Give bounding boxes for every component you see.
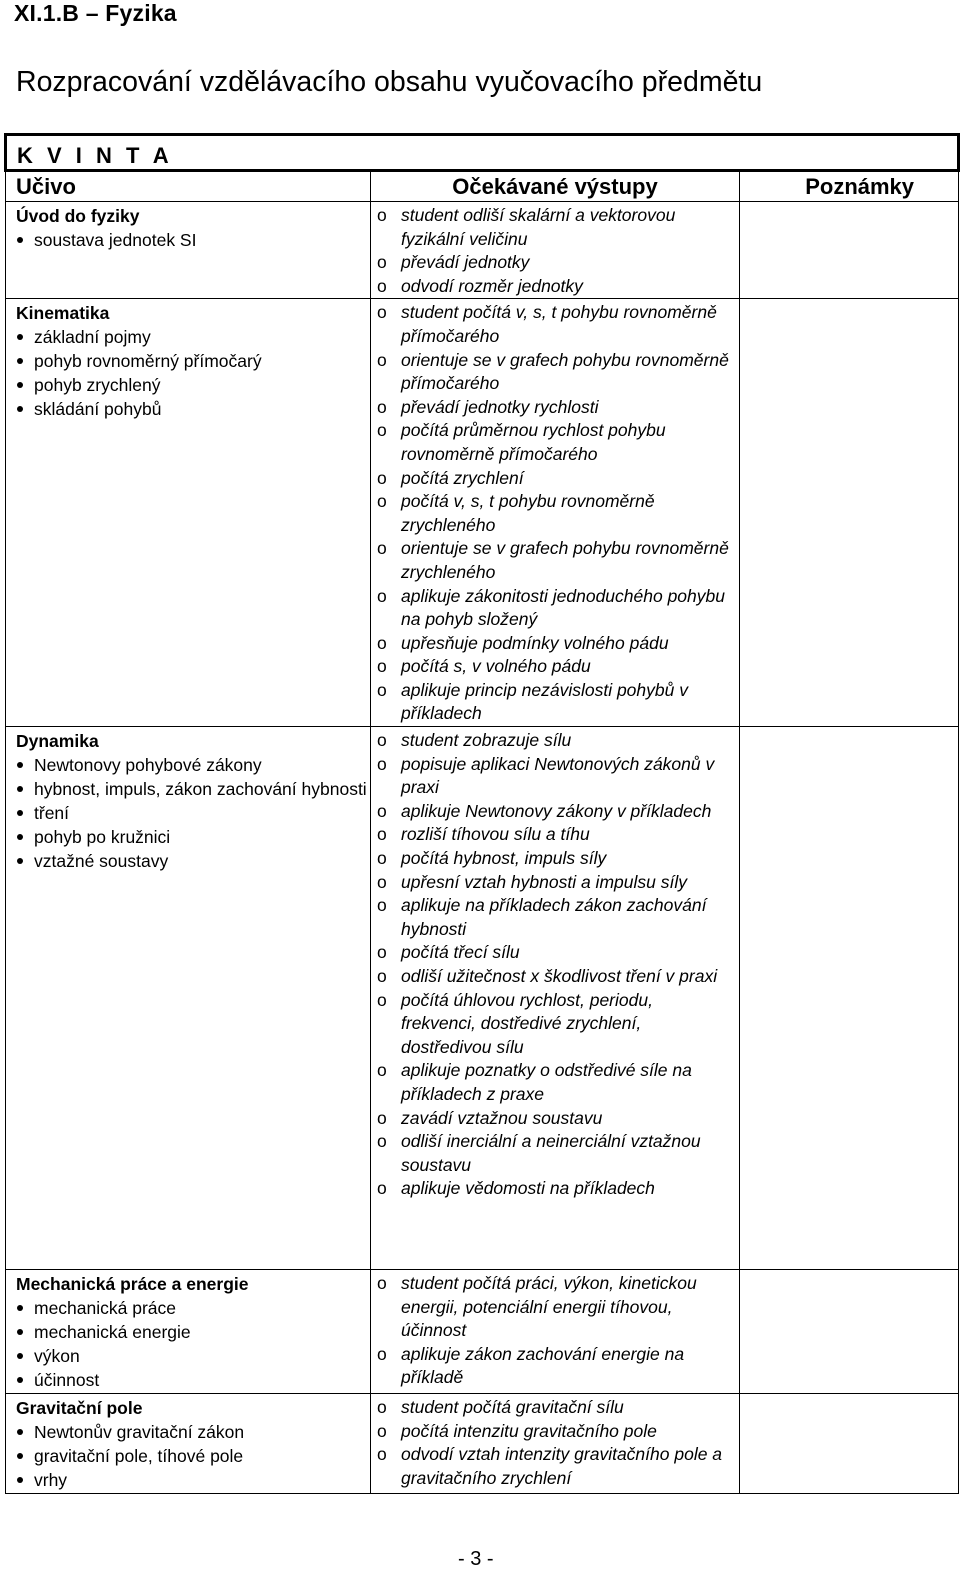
topic-item: soustava jednotek SI [16, 228, 370, 252]
topic-item: základní pojmy [16, 325, 370, 349]
outcome-list [377, 729, 739, 1201]
page-number: - 3 - [458, 1548, 494, 1570]
topic-item: mechanická práce [16, 1296, 370, 1320]
topic-list [16, 1296, 370, 1392]
column-header-outcomes: Očekávané výstupy [371, 171, 740, 202]
topic-item: vrhy [16, 1468, 370, 1492]
topic-list [16, 325, 370, 421]
outcome-item: o počítá třecí sílu [377, 941, 739, 965]
outcome-item: o počítá v, s, t pohybu rovnoměrně zrychleného [377, 490, 739, 537]
topic-item: Newtonův gravitační zákon [16, 1420, 370, 1444]
document-heading: XI.1.B – Fyzika [14, 0, 177, 26]
topic-item: účinnost [16, 1368, 370, 1392]
outcome-item: o odliší inerciální a neinerciální vztažnou soustavu [377, 1130, 739, 1177]
section-title: Mechanická práce a energie [16, 1274, 249, 1295]
outcome-list [377, 204, 739, 298]
topic-list [16, 753, 370, 873]
outcome-list [377, 1396, 739, 1490]
outcome-item: o aplikuje vědomosti na příkladech [377, 1177, 739, 1201]
section-title: Dynamika [16, 731, 99, 752]
outcome-list [377, 1272, 739, 1390]
outcome-item: o orientuje se v grafech pohybu rovnoměrně přímočarého [377, 349, 739, 396]
outcome-item: o student zobrazuje sílu [377, 729, 739, 753]
topic-item: vztažné soustavy [16, 849, 370, 873]
section-content [6, 202, 371, 299]
section-notes [740, 1270, 959, 1394]
outcome-item: o počítá s, v volného pádu [377, 655, 739, 679]
section-row-prace-energie [6, 1270, 959, 1394]
grade-label: K V I N T A [6, 135, 959, 171]
section-title: Gravitační pole [16, 1398, 143, 1419]
topic-list [16, 228, 370, 252]
outcome-item: o počítá intenzitu gravitačního pole [377, 1420, 739, 1444]
outcome-item: o počítá úhlovou rychlost, periodu, frekvenci, dostředivé zrychlení, dostředivou sílu [377, 989, 739, 1060]
outcome-item: o počítá zrychlení [377, 467, 739, 491]
outcome-item: o student odliší skalární a vektorovou fyzikální veličinu [377, 204, 739, 251]
section-content [6, 1270, 371, 1394]
topic-item: skládání pohybů [16, 397, 370, 421]
outcome-list [377, 301, 739, 726]
section-outcomes [371, 1270, 740, 1394]
outcome-item: o počítá průměrnou rychlost pohybu rovnoměrně přímočarého [377, 419, 739, 466]
outcome-item: o student počítá práci, výkon, kinetickou energii, potenciální energii tíhovou, účinnost [377, 1272, 739, 1343]
outcome-item: o student počítá v, s, t pohybu rovnoměrně přímočarého [377, 301, 739, 348]
topic-item: gravitační pole, tíhové pole [16, 1444, 370, 1468]
outcome-item: o zavádí vztažnou soustavu [377, 1107, 739, 1131]
outcome-item: o orientuje se v grafech pohybu rovnoměrně zrychleného [377, 537, 739, 584]
outcome-item: o odliší užitečnost x škodlivost tření v praxi [377, 965, 739, 989]
outcome-item: o odvodí vztah intenzity gravitačního pole a gravitačního zrychlení [377, 1443, 739, 1490]
topic-list [16, 1420, 370, 1492]
section-notes [740, 202, 959, 299]
topic-item: pohyb rovnoměrný přímočarý [16, 349, 370, 373]
section-outcomes [371, 1394, 740, 1494]
topic-item: výkon [16, 1344, 370, 1368]
outcome-item: o student počítá gravitační sílu [377, 1396, 739, 1420]
outcome-item: o odvodí rozměr jednotky [377, 275, 739, 299]
section-title: Kinematika [16, 303, 110, 324]
topic-item: mechanická energie [16, 1320, 370, 1344]
section-notes [740, 727, 959, 1270]
column-header-content: Učivo [6, 171, 371, 202]
section-notes [740, 299, 959, 727]
topic-item: pohyb po kružnici [16, 825, 370, 849]
outcome-item: o počítá hybnost, impuls síly [377, 847, 739, 871]
section-title: Úvod do fyziky [16, 206, 140, 226]
section-row-kinematika [6, 299, 959, 727]
outcome-item: o rozliší tíhovou sílu a tíhu [377, 823, 739, 847]
outcome-item: o upřesňuje podmínky volného pádu [377, 632, 739, 656]
topic-item: hybnost, impuls, zákon zachování hybnosti [16, 777, 370, 801]
section-outcomes [371, 727, 740, 1270]
section-outcomes [371, 202, 740, 299]
outcome-item: o upřesní vztah hybnosti a impulsu síly [377, 871, 739, 895]
outcome-item: o aplikuje zákonitosti jednoduchého pohybu na pohyb složený [377, 585, 739, 632]
outcome-item: o převádí jednotky [377, 251, 739, 275]
section-content [6, 1394, 371, 1494]
column-header-row [6, 171, 959, 202]
outcome-item: o aplikuje zákon zachování energie na příkladě [377, 1343, 739, 1390]
grade-row [6, 135, 959, 171]
column-header-notes: Poznámky [740, 171, 959, 202]
section-row-dynamika [6, 727, 959, 1270]
outcome-item: o aplikuje princip nezávislosti pohybů v příkladech [377, 679, 739, 726]
outcome-item: o převádí jednotky rychlosti [377, 396, 739, 420]
section-outcomes [371, 299, 740, 727]
outcome-item: o aplikuje Newtonovy zákony v příkladech [377, 800, 739, 824]
section-content [6, 299, 371, 727]
section-notes [740, 1394, 959, 1494]
outcome-item: o aplikuje na příkladech zákon zachování hybnosti [377, 894, 739, 941]
outcome-item: o aplikuje poznatky o odstředivé síle na příkladech z praxe [377, 1059, 739, 1106]
topic-item: tření [16, 801, 370, 825]
document-subtitle: Rozpracování vzdělávacího obsahu vyučovacího předmětu [16, 66, 763, 98]
topic-item: Newtonovy pohybové zákony [16, 753, 370, 777]
section-row-uvod [6, 202, 959, 299]
outcome-item: o popisuje aplikaci Newtonových zákonů v praxi [377, 753, 739, 800]
section-row-gravitacni-pole [6, 1394, 959, 1494]
topic-item: pohyb zrychlený [16, 373, 370, 397]
curriculum-table [4, 133, 960, 1494]
section-content [6, 727, 371, 1270]
